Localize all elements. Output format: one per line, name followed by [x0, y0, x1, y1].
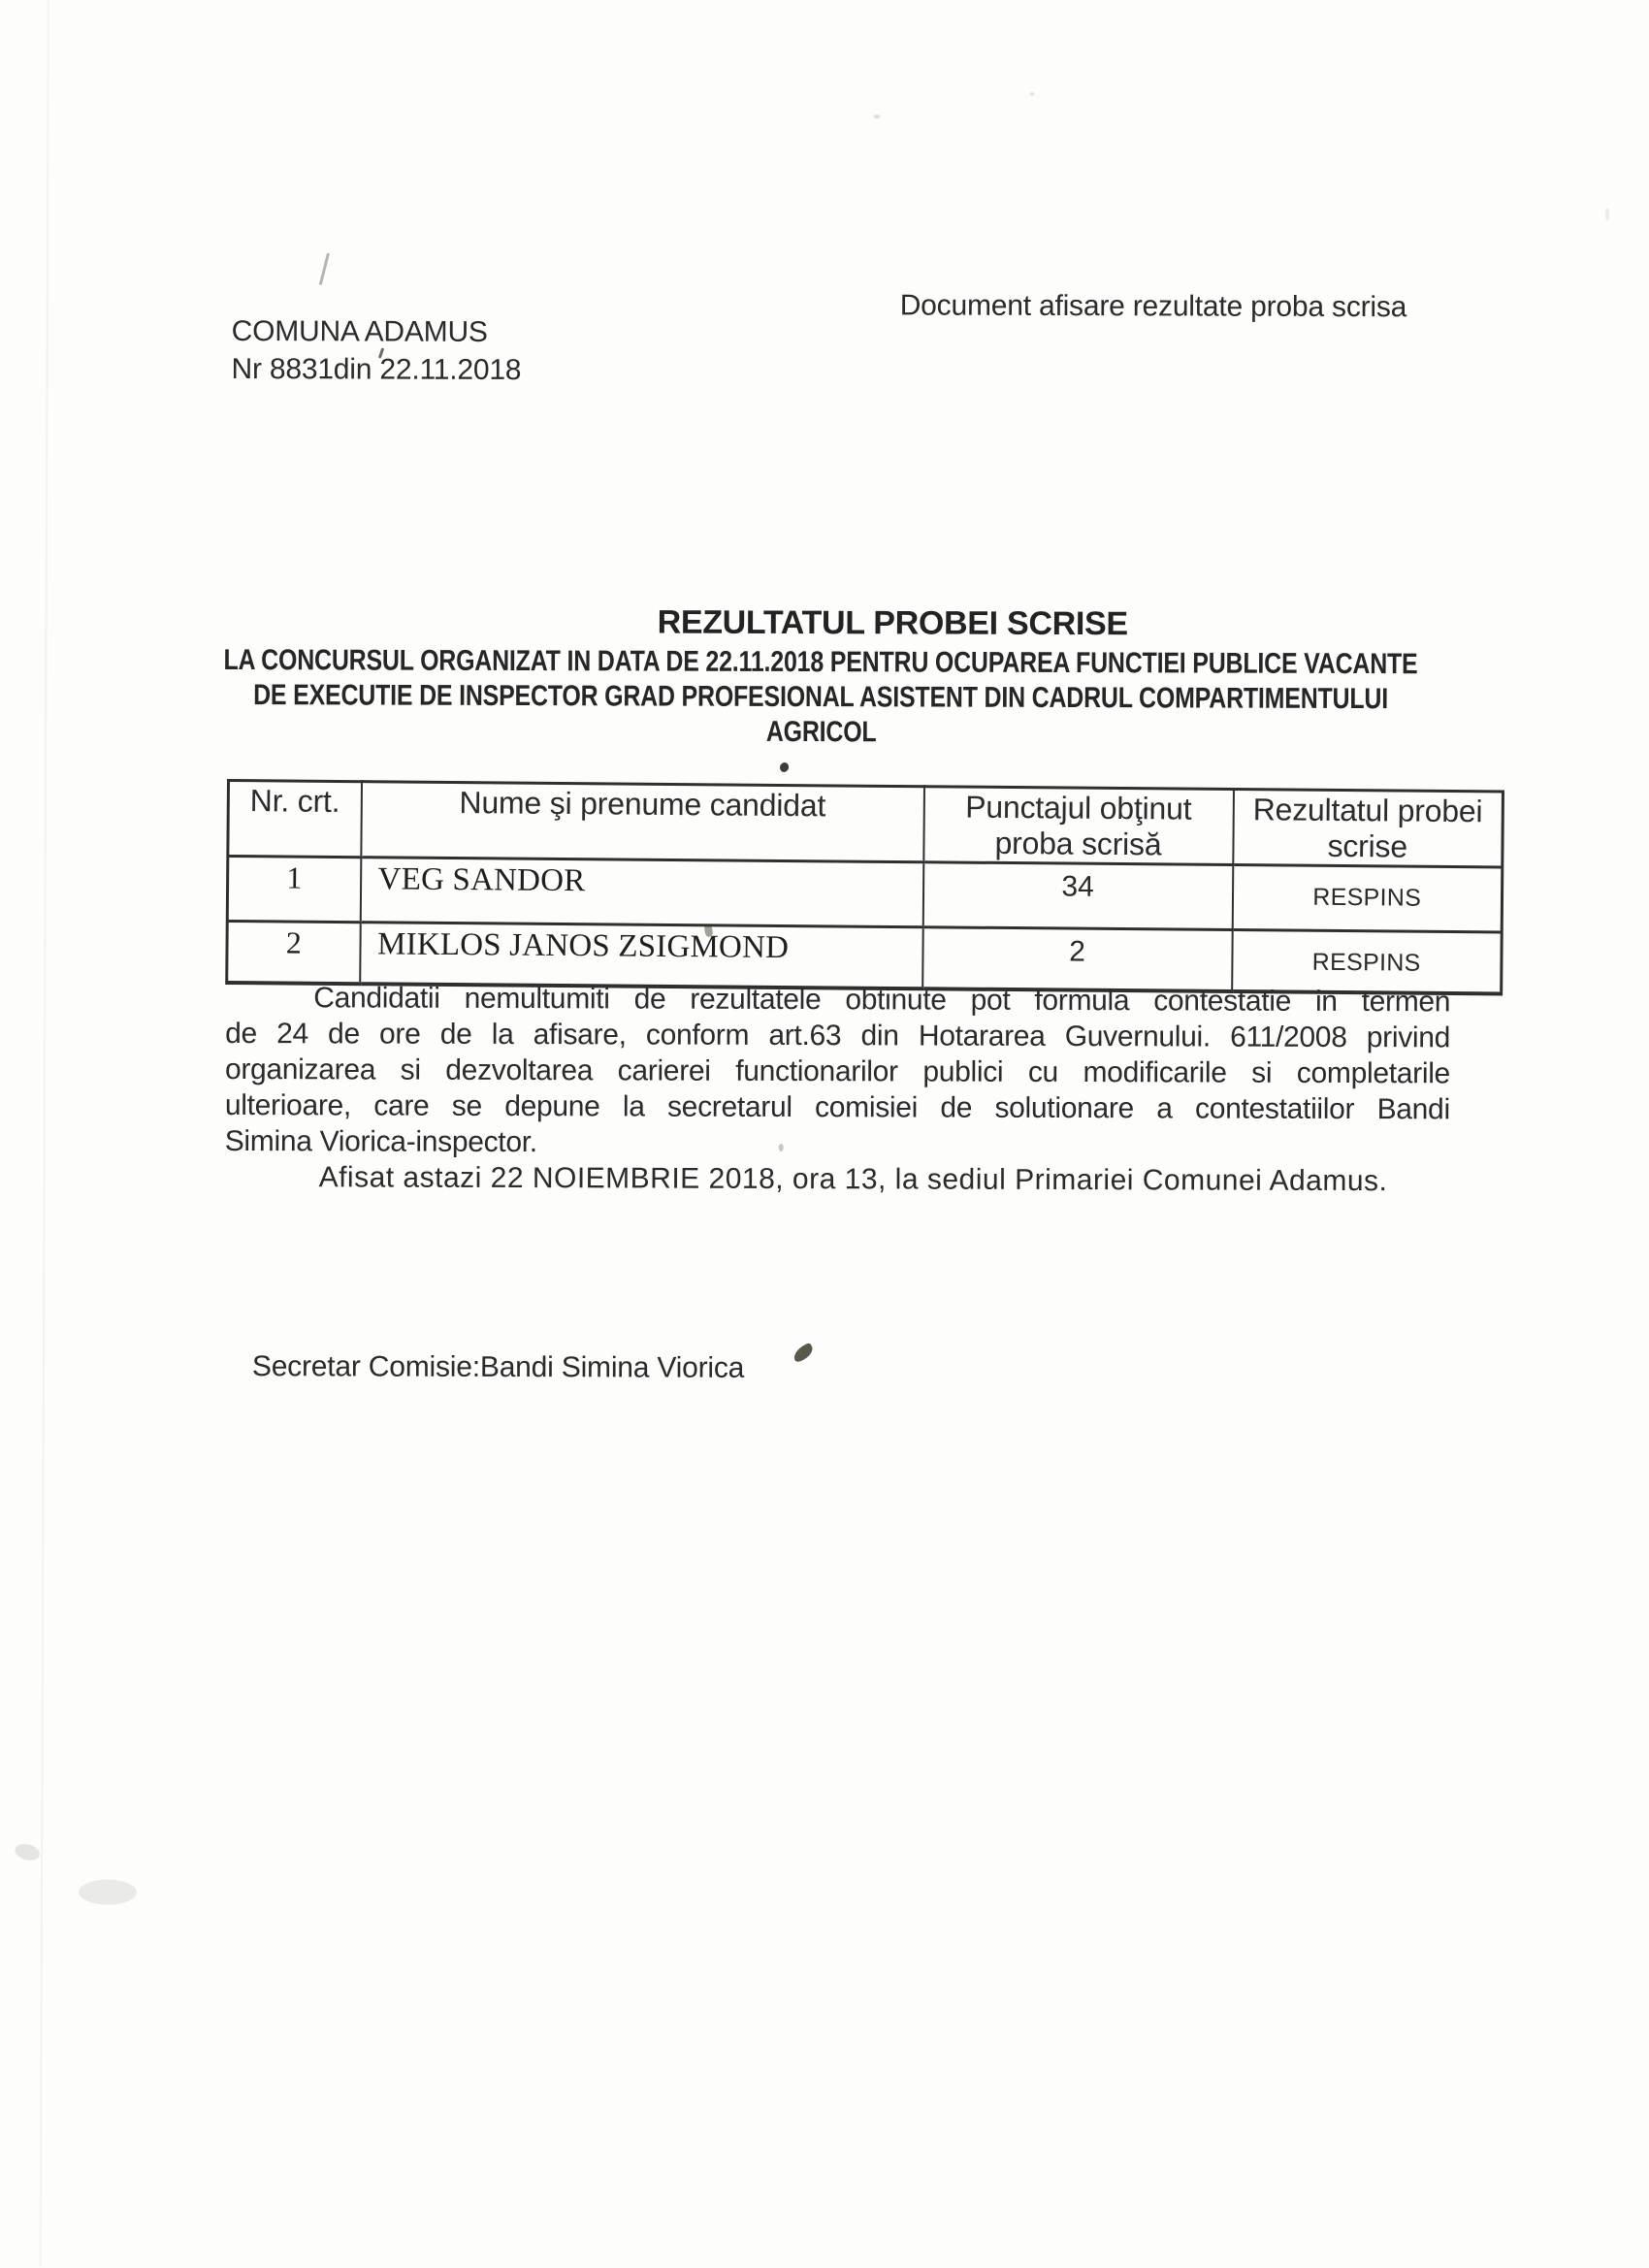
org-name: COMUNA ADAMUS [231, 314, 488, 348]
document-title: REZULTATUL PROBEI SCRISE [657, 603, 1128, 643]
subtitle-line-1: LA CONCURSUL ORGANIZAT IN DATA DE 22.11.2018 PENTRU OCUPAREA FUNCTIEI PUBLICE VACANTE [223, 643, 1419, 681]
doc-type-label: Document afisare rezultate proba scrisa [899, 289, 1407, 324]
scan-artifact-smudge [79, 1879, 137, 1904]
subtitle-line-2: DE EXECUTIE DE INSPECTOR GRAD PROFESIONAL ASISTENT DIN CADRUL COMPARTIMENTULUI [253, 679, 1389, 716]
scan-artifact-smudge [14, 1841, 42, 1863]
signature-mark [791, 1343, 816, 1364]
col-header-nr: Nr. crt. [228, 780, 362, 857]
candidate-name: VEG SANDOR [360, 858, 923, 927]
registration-number: Nr 8831din 22.11.2018 [231, 352, 522, 387]
col-header-score: Punctajul obţinut proba scrisă [923, 787, 1234, 865]
contestation-paragraph [225, 980, 1451, 1199]
candidate-score: 34 [922, 862, 1233, 930]
scan-artifact-speck [873, 114, 880, 118]
paragraph-line: ulterioare, care se depune la secretarul comisiei de solutionare a contestatiilor Bandi [224, 1088, 1450, 1126]
scan-artifact-speck [1029, 92, 1034, 96]
paragraph-line: Candidatii nemultumiti de rezultatele obtinute pot formula contestatie in termen [313, 982, 1451, 1019]
table-header-row [228, 780, 1504, 866]
col-header-result: Rezultatul probei scrise [1233, 790, 1504, 867]
document-subtitle [1, 642, 1640, 753]
candidate-result: RESPINS [1232, 865, 1503, 932]
results-table [225, 779, 1504, 995]
afisat-line: Afisat astazi 22 NOIEMBRIE 2018, ora 13, la sediul Primariei Comunei Adamus. [318, 1161, 1388, 1198]
org-block [231, 312, 521, 389]
row-number: 1 [227, 856, 361, 922]
table-row [227, 856, 1503, 931]
paragraph-line: de 24 de ore de la afisare, conform art.63 din Hotararea Guvernului. 611/2008 privind [225, 1017, 1451, 1054]
paragraph-line: Simina Viorica-inspector. [224, 1124, 537, 1159]
scan-artifact-slash [319, 252, 330, 285]
paragraph-line: organizarea si dezvoltarea carierei functionarilor publici cu modificarile si completarile [224, 1053, 1451, 1090]
candidate-score: 2 [922, 927, 1233, 991]
stray-dot-artifact [779, 761, 791, 773]
col-header-name: Nume şi prenume candidat [361, 782, 924, 862]
row-number: 2 [227, 921, 361, 983]
scan-artifact-speck [1605, 209, 1609, 220]
candidate-result: RESPINS [1232, 930, 1503, 993]
candidate-name: MIKLOS JANOS ZSIGMOND [360, 923, 923, 988]
scan-artifact-line [40, 0, 49, 2267]
subtitle-line-3: AGRICOL [765, 715, 877, 749]
secretary-line: Secretar Comisie:Bandi Simina Viorica [251, 1350, 745, 1384]
